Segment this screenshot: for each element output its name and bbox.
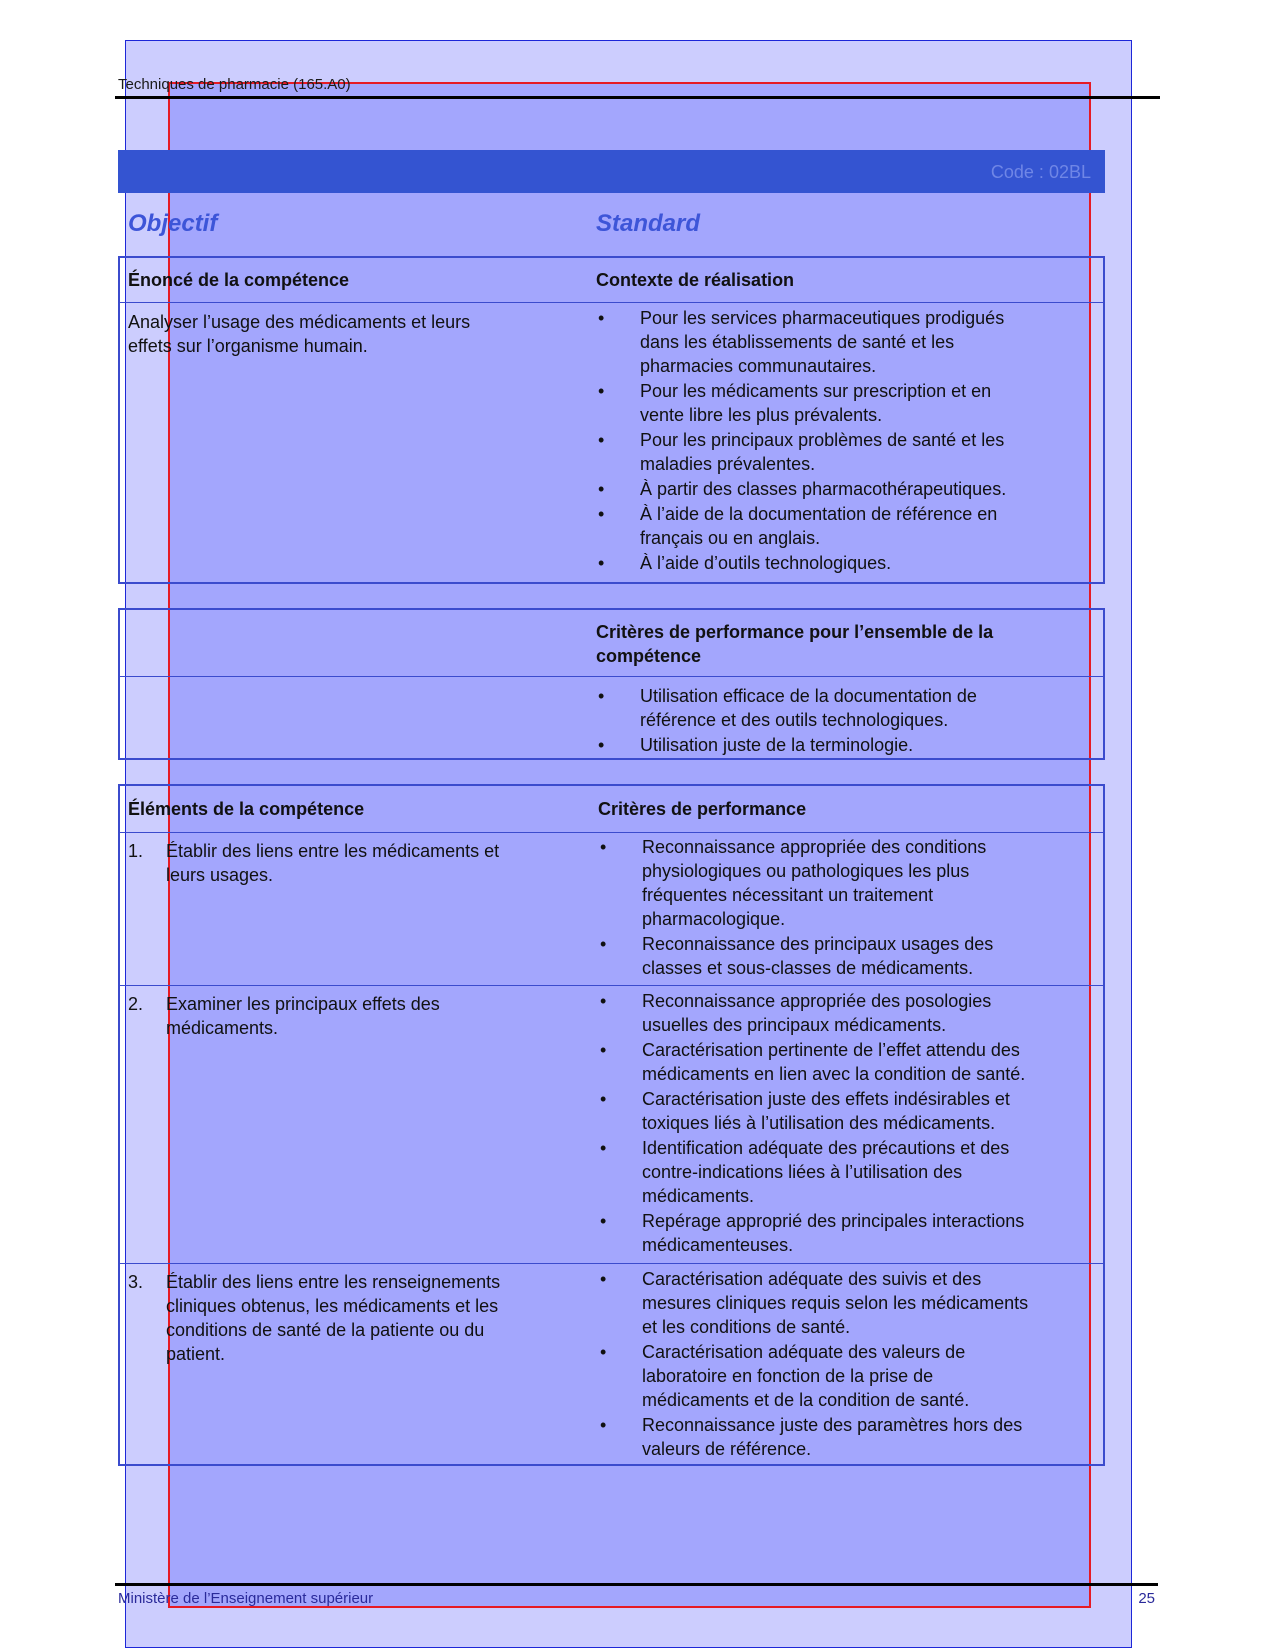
bullet-icon: • (600, 1138, 607, 1158)
bullet-icon: • (598, 381, 605, 401)
element-2-criteria (598, 989, 1110, 1258)
elements-heading: Éléments de la compétence (128, 799, 365, 819)
bullet-icon: • (600, 1211, 607, 1231)
bullet-icon: • (600, 1040, 607, 1060)
overall-criteria-list (596, 684, 1106, 758)
element-1: 1. Établir des liens entre les médicaments et leurs usages. (128, 841, 500, 885)
code-band (118, 150, 1105, 193)
list-item: • Caractérisation pertinente de l’effet attendu des médicaments en lien avec la condition de santé. (600, 1040, 1026, 1084)
bullet-icon: • (600, 934, 607, 954)
list-item: • Reconnaissance appropriée des conditions physiologiques ou pathologiques les plus fréquentes nécessitant un traitement pharmacologique. (600, 837, 987, 929)
row-divider (120, 1263, 1103, 1264)
standard-title: Standard (596, 210, 701, 237)
list-item: • À l’aide de la documentation de référence en français ou en anglais. (598, 504, 998, 548)
bullet-icon: • (598, 553, 605, 573)
element-number: 1. (128, 841, 144, 861)
list-item: • Reconnaissance des principaux usages des classes et sous-classes de médicaments. (600, 934, 994, 978)
list-item: • Pour les services pharmaceutiques prodigués dans les établissements de santé et les pharmacies communautaires. (598, 308, 1005, 376)
bullet-icon: • (598, 430, 605, 450)
list-item: • À partir des classes pharmacothérapeutiques. (598, 479, 1007, 499)
bullet-icon: • (600, 1342, 607, 1362)
list-item: • Reconnaissance juste des paramètres hors des valeurs de référence. (600, 1415, 1023, 1459)
list-item: • Reconnaissance appropriée des posologies usuelles des principaux médicaments. (600, 991, 992, 1035)
page-header-program: Techniques de pharmacie (165.A0) (118, 76, 351, 93)
list-item: • Caractérisation juste des effets indésirables et toxiques liés à l’utilisation des médicaments. (600, 1089, 1010, 1133)
section-divider (120, 832, 1103, 833)
section-divider (120, 302, 1103, 303)
statement-line: Analyser l’usage des médicaments et leurs (128, 312, 471, 332)
objectif-title: Objectif (128, 210, 218, 237)
page-number: 25 (1138, 1590, 1155, 1607)
element-2: 2. Examiner les principaux effets des médicaments. (128, 994, 440, 1038)
competency-statement (128, 310, 470, 358)
bullet-icon: • (600, 1269, 607, 1289)
footer-ministry: Ministère de l’Enseignement supérieur (118, 1590, 374, 1607)
list-item: • Identification adéquate des précautions et des contre-indications liées à l’utilisation des médicaments. (600, 1138, 1010, 1206)
list-item: • Pour les principaux problèmes de santé et les maladies prévalentes. (598, 430, 1005, 474)
bullet-icon: • (598, 735, 605, 755)
list-item: • À l’aide d’outils technologiques. (598, 553, 892, 573)
statement-heading: Énoncé de la compétence (128, 270, 350, 290)
bullet-icon: • (600, 991, 607, 1011)
bullet-icon: • (598, 479, 605, 499)
performance-criteria-heading: Critères de performance (598, 799, 807, 819)
statement-line: effets sur l’organisme humain. (128, 336, 368, 356)
bullet-icon: • (598, 308, 605, 328)
list-item: • Utilisation efficace de la documentation de référence et des outils technologiques. (598, 686, 977, 730)
code-label: Code : (990, 162, 1044, 182)
bullet-icon: • (600, 837, 607, 857)
code-value: 02BL (1048, 162, 1091, 182)
element-1-criteria (598, 835, 1110, 981)
competency-code (991, 162, 1091, 183)
element-3: 3. Établir des liens entre les renseignements cliniques obtenus, les médicaments et les conditions de santé de la patiente ou du patient. (128, 1272, 501, 1364)
element-3-criteria (598, 1267, 1110, 1462)
context-list (596, 306, 1106, 576)
list-item: • Repérage approprié des principales interactions médicamenteuses. (600, 1211, 1025, 1255)
bullet-icon: • (600, 1415, 607, 1435)
row-divider (120, 985, 1103, 986)
list-item: • Pour les médicaments sur prescription et en vente libre les plus prévalents. (598, 381, 992, 425)
bullet-icon: • (598, 504, 605, 524)
element-number: 3. (128, 1272, 144, 1292)
element-number: 2. (128, 994, 144, 1014)
list-item: • Caractérisation adéquate des valeurs de laboratoire en fonction de la prise de médicaments et de la condition de santé. (600, 1342, 970, 1410)
bullet-icon: • (600, 1089, 607, 1109)
overall-criteria-heading: Critères de performance pour l’ensemble de la compétence (596, 622, 994, 666)
header-rule (115, 96, 1160, 99)
list-item: • Utilisation juste de la terminologie. (598, 735, 914, 755)
bullet-icon: • (598, 686, 605, 706)
section-divider (120, 676, 1103, 677)
list-item: • Caractérisation adéquate des suivis et des mesures cliniques requis selon les médicaments et les conditions de santé. (600, 1269, 1029, 1337)
footer-rule (115, 1583, 1158, 1586)
context-heading: Contexte de réalisation (596, 270, 795, 290)
